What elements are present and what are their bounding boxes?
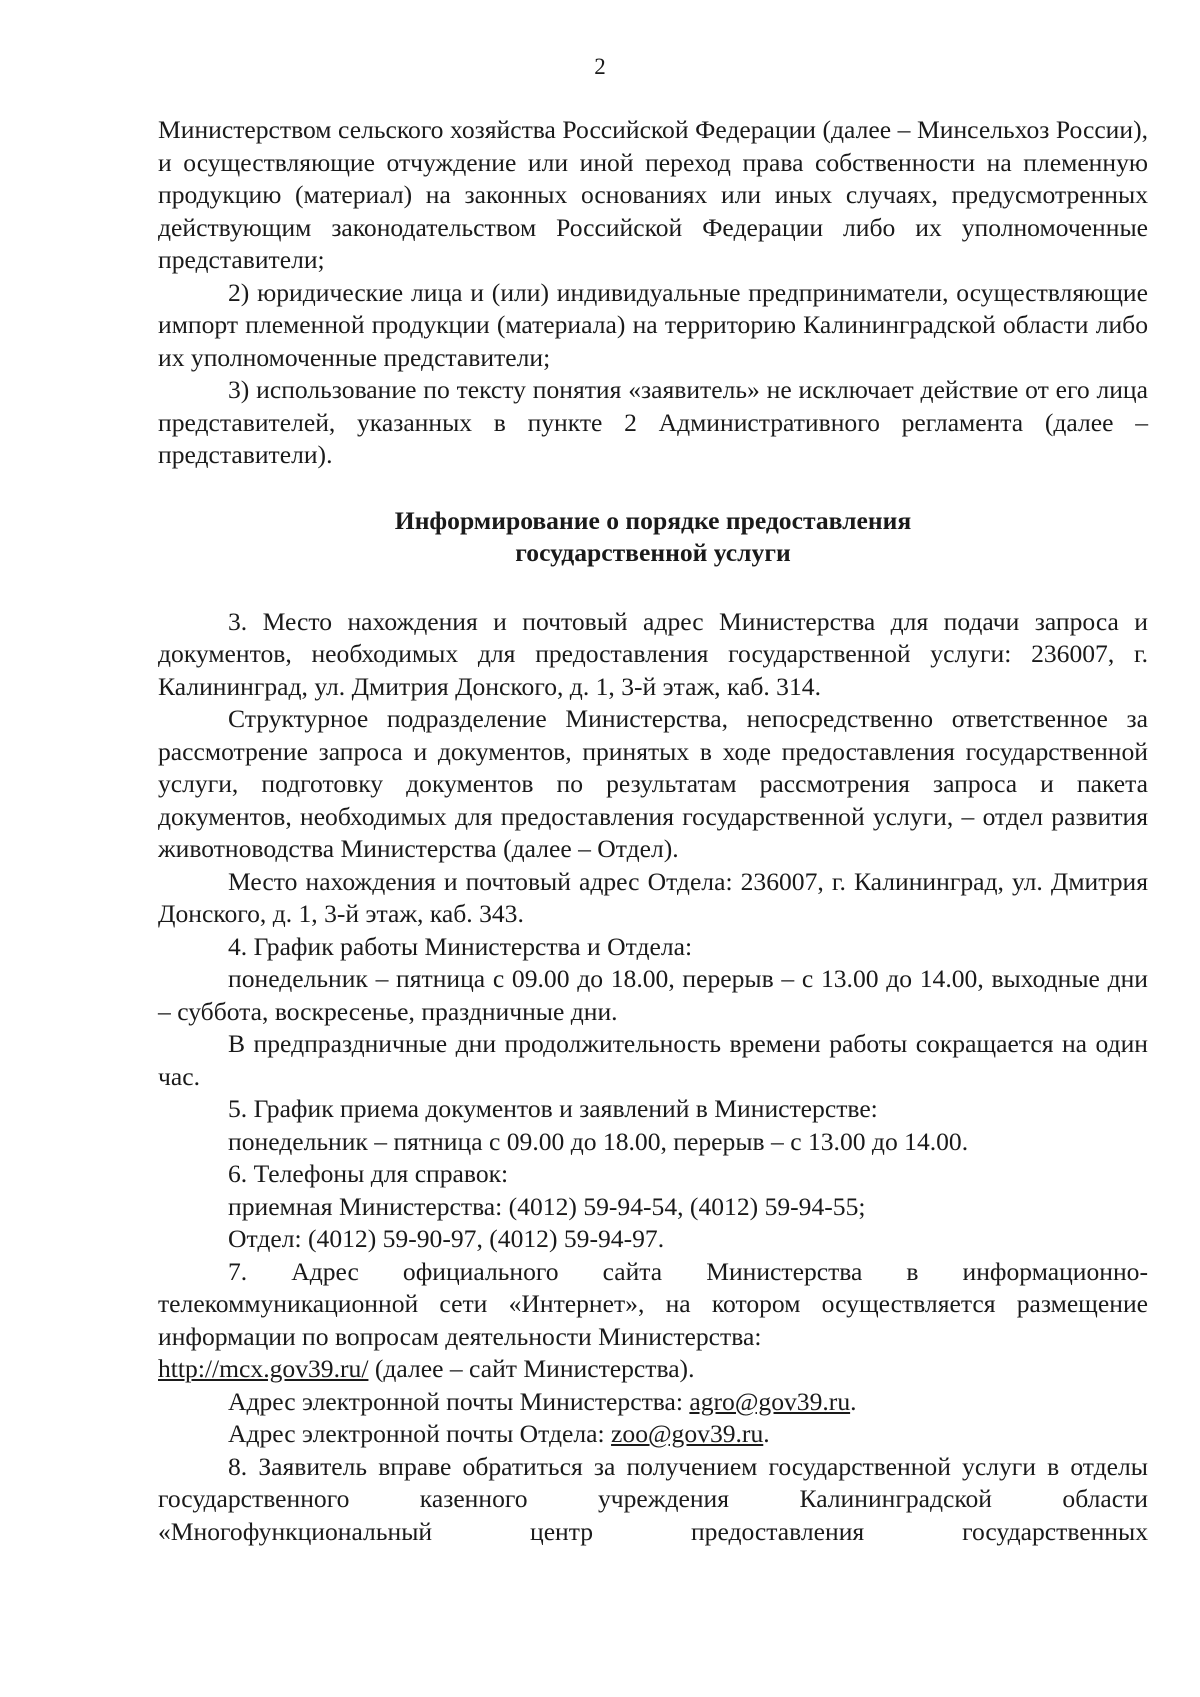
email-ministry-label: Адрес электронной почты Министерства: [228, 1386, 690, 1416]
paragraph-site-url-line [158, 1353, 1148, 1386]
paragraph-item-4-schedule: 4. График работы Министерства и Отдела: [228, 931, 693, 961]
paragraph-applicants-3: 3) использование по тексту понятия «заявитель» не исключает действие от его лица представителей, указанных в пункте 2 Административного регламента (далее – представители). [158, 375, 1148, 469]
paragraph-applicants-1: Министерством сельского хозяйства Российской Федерации (далее – Минсельхоз России), и осуществляющие отчуждение или иной переход права собственности на племенную продукцию (материал) на законных основаниях или иных случаях, предусмотренных действующим законодательством Российской Федерации либо их уполномоченные представители; [158, 115, 1148, 274]
paragraph-item-7-website: 7. Адрес официального сайта Министерства в информационно-телекоммуникационной сети «Интернет», на котором осуществляется размещение информации по вопросам деятельности Министерства: [158, 1256, 1148, 1351]
email-department-label: Адрес электронной почты Отдела: [228, 1419, 612, 1448]
paragraph-structural-unit: Структурное подразделение Министерства, непосредственно ответственное за рассмотрение запроса и документов, принятых в ходе предоставления государственной услуги, подготовку документов по результатам рассмотрения запроса и пакета документов, необходимых для предоставления государственной услуги, – отдел развития животноводства Министерства (далее – Отдел). [158, 704, 1148, 863]
paragraph-phones-department: Отдел: (4012) 59-90-97, (4012) 59-94-97. [228, 1224, 665, 1253]
document-body [158, 114, 1148, 1548]
section-heading [158, 505, 1148, 570]
paragraph-reception-hours: понедельник – пятница с 09.00 до 18.00, перерыв – с 13.00 до 14.00. [228, 1126, 969, 1156]
section-heading-line-1: Информирование о порядке предоставления [394, 505, 912, 535]
paragraph-item-8-mfc: 8. Заявитель вправе обратиться за получением государственной услуги в отделы государственного казенного учреждения Калининградской области «Многофункциональный центр предоставления государственных [158, 1451, 1148, 1546]
email-department-suffix: . [763, 1419, 770, 1448]
paragraph-working-hours: понедельник – пятница с 09.00 до 18.00, перерыв – с 13.00 до 14.00, выходные дни – суббота, воскресенье, праздничные дни. [158, 964, 1148, 1026]
paragraph-applicants-2: 2) юридические лица и (или) индивидуальные предприниматели, осуществляющие импорт племенной продукции (материала) на территорию Калининградской области либо их уполномоченные представители; [158, 277, 1148, 372]
page-number: 2 [594, 54, 606, 79]
paragraph-department-address: Место нахождения и почтовый адрес Отдела: 236007, г. Калининград, ул. Дмитрия Донского, д. 1, 3-й этаж, каб. 343. [158, 866, 1148, 928]
paragraph-item-6-phones: 6. Телефоны для справок: [228, 1159, 509, 1188]
section-heading-line-2: государственной услуги [515, 538, 791, 567]
email-department-link[interactable]: zoo@gov39.ru [611, 1419, 764, 1448]
paragraph-item-3-address: 3. Место нахождения и почтовый адрес Министерства для подачи запроса и документов, необходимых для предоставления государственной услуги: 236007, г. Калининград, ул. Дмитрия Донского, д. 1, 3-й этаж, каб. 314. [158, 606, 1148, 701]
paragraph-item-5-reception: 5. График приема документов и заявлений в Министерстве: [228, 1094, 878, 1123]
site-url-link[interactable]: http://mcx.gov39.ru/ [158, 1354, 369, 1383]
email-ministry-suffix: . [850, 1386, 857, 1416]
site-url-suffix: (далее – сайт Министерства). [368, 1354, 695, 1383]
paragraph-phones-ministry: приемная Министерства: (4012) 59-94-54, (4012) 59-94-55; [228, 1191, 866, 1221]
paragraph-email-department [158, 1418, 1148, 1451]
email-ministry-link[interactable]: agro@gov39.ru [689, 1386, 851, 1416]
paragraph-pre-holiday: В предпраздничные дни продолжительность времени работы сокращается на один час. [158, 1029, 1148, 1091]
paragraph-email-ministry [158, 1386, 1148, 1419]
